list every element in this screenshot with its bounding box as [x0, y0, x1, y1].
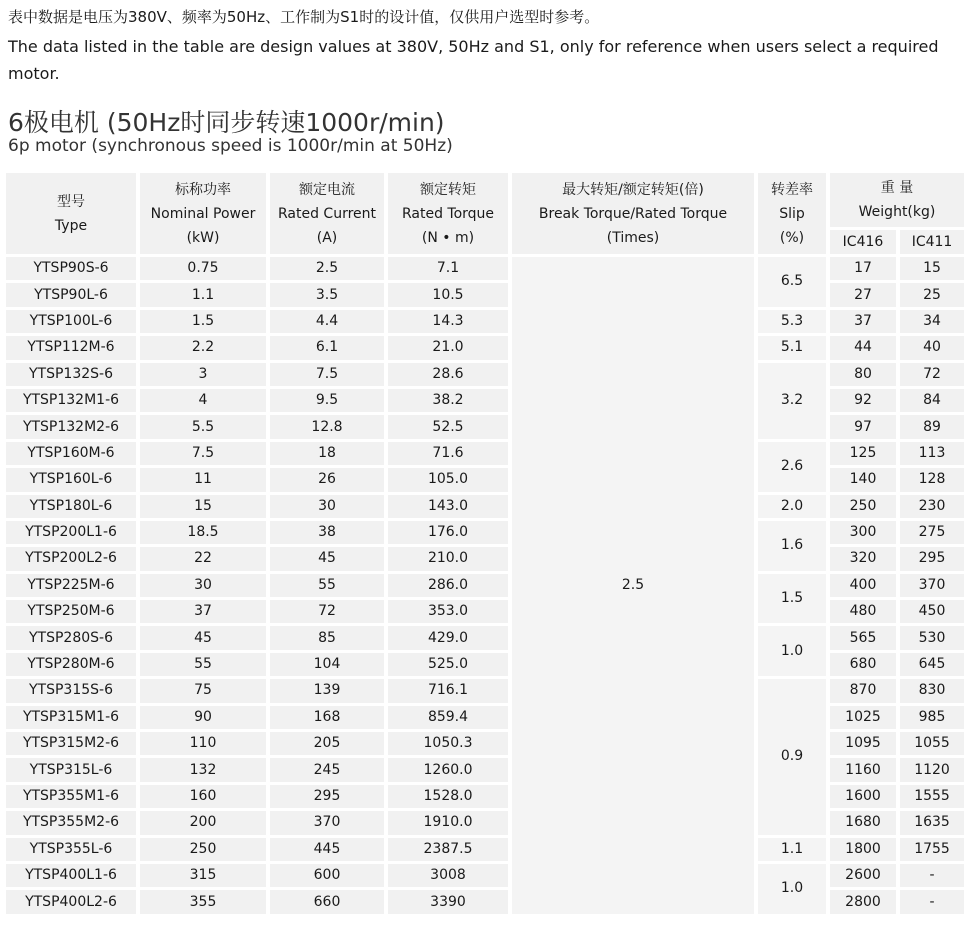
cell-weight-ic416: 1600	[830, 785, 900, 811]
cell-type: YTSP250M-6	[6, 600, 140, 626]
cell-current: 139	[270, 679, 388, 705]
cell-power: 0.75	[140, 257, 270, 283]
cell-slip: 2.0	[758, 495, 830, 521]
cell-current: 6.1	[270, 336, 388, 362]
cell-torque: 1260.0	[388, 758, 512, 784]
cell-torque: 52.5	[388, 415, 512, 441]
cell-type: YTSP90S-6	[6, 257, 140, 283]
cell-type: YTSP225M-6	[6, 574, 140, 600]
cell-power: 1.1	[140, 283, 270, 309]
cell-slip: 5.1	[758, 336, 830, 362]
cell-torque: 105.0	[388, 468, 512, 494]
cell-torque: 1528.0	[388, 785, 512, 811]
cell-weight-ic411: 1635	[900, 811, 964, 837]
table-row	[6, 864, 964, 890]
cell-weight-ic416: 44	[830, 336, 900, 362]
cell-weight-ic411: 230	[900, 495, 964, 521]
cell-power: 2.2	[140, 336, 270, 362]
cell-type: YTSP112M-6	[6, 336, 140, 362]
col-header-power: 标称功率 Nominal Power (kW)	[140, 173, 270, 257]
cell-weight-ic416: 400	[830, 574, 900, 600]
cell-type: YTSP355M2-6	[6, 811, 140, 837]
cell-current: 205	[270, 732, 388, 758]
cell-torque: 1910.0	[388, 811, 512, 837]
cell-torque: 7.1	[388, 257, 512, 283]
cell-torque: 71.6	[388, 442, 512, 468]
cell-weight-ic416: 565	[830, 626, 900, 652]
cell-power: 37	[140, 600, 270, 626]
table-row	[6, 442, 964, 468]
cell-type: YTSP400L1-6	[6, 864, 140, 890]
cell-current: 72	[270, 600, 388, 626]
cell-type: YTSP132M2-6	[6, 415, 140, 441]
cell-power: 15	[140, 495, 270, 521]
cell-power: 55	[140, 653, 270, 679]
cell-weight-ic416: 97	[830, 415, 900, 441]
col-header-break-torque: 最大转矩/额定转矩(倍) Break Torque/Rated Torque (Times)	[512, 173, 758, 257]
col-header-slip: 转差率 Slip (%)	[758, 173, 830, 257]
cell-weight-ic411: 72	[900, 363, 964, 389]
motor-spec-table	[6, 173, 964, 917]
table-row	[6, 626, 964, 652]
cell-slip: 0.9	[758, 679, 830, 837]
cell-weight-ic416: 27	[830, 283, 900, 309]
cell-slip: 5.3	[758, 310, 830, 336]
cell-power: 7.5	[140, 442, 270, 468]
cell-current: 38	[270, 521, 388, 547]
cell-weight-ic411: 275	[900, 521, 964, 547]
cell-torque: 525.0	[388, 653, 512, 679]
cell-torque: 28.6	[388, 363, 512, 389]
cell-weight-ic416: 1680	[830, 811, 900, 837]
cell-torque: 10.5	[388, 283, 512, 309]
cell-type: YTSP200L2-6	[6, 547, 140, 573]
cell-weight-ic416: 250	[830, 495, 900, 521]
cell-type: YTSP315S-6	[6, 679, 140, 705]
cell-torque: 21.0	[388, 336, 512, 362]
cell-torque: 3008	[388, 864, 512, 890]
cell-weight-ic411: 1755	[900, 838, 964, 864]
cell-torque: 210.0	[388, 547, 512, 573]
cell-torque: 3390	[388, 890, 512, 916]
cell-power: 30	[140, 574, 270, 600]
cell-weight-ic416: 37	[830, 310, 900, 336]
cell-power: 45	[140, 626, 270, 652]
cell-power: 75	[140, 679, 270, 705]
cell-type: YTSP90L-6	[6, 283, 140, 309]
cell-type: YTSP355M1-6	[6, 785, 140, 811]
cell-weight-ic411: 295	[900, 547, 964, 573]
cell-current: 85	[270, 626, 388, 652]
cell-weight-ic416: 1095	[830, 732, 900, 758]
cell-type: YTSP200L1-6	[6, 521, 140, 547]
cell-current: 660	[270, 890, 388, 916]
cell-power: 22	[140, 547, 270, 573]
cell-type: YTSP315M2-6	[6, 732, 140, 758]
cell-torque: 2387.5	[388, 838, 512, 864]
col-header-torque: 额定转矩 Rated Torque (N • m)	[388, 173, 512, 257]
cell-type: YTSP315M1-6	[6, 706, 140, 732]
cell-weight-ic416: 80	[830, 363, 900, 389]
cell-weight-ic416: 2600	[830, 864, 900, 890]
cell-weight-ic411: 530	[900, 626, 964, 652]
cell-weight-ic416: 320	[830, 547, 900, 573]
cell-torque: 429.0	[388, 626, 512, 652]
cell-type: YTSP160L-6	[6, 468, 140, 494]
cell-weight-ic416: 2800	[830, 890, 900, 916]
cell-weight-ic416: 1800	[830, 838, 900, 864]
cell-torque: 14.3	[388, 310, 512, 336]
table-row	[6, 336, 964, 362]
cell-current: 7.5	[270, 363, 388, 389]
table-row	[6, 495, 964, 521]
cell-current: 104	[270, 653, 388, 679]
cell-weight-ic416: 17	[830, 257, 900, 283]
cell-torque: 38.2	[388, 389, 512, 415]
col-header-ic416: IC416	[830, 230, 900, 257]
cell-torque: 176.0	[388, 521, 512, 547]
cell-weight-ic411: 450	[900, 600, 964, 626]
cell-current: 12.8	[270, 415, 388, 441]
cell-weight-ic411: -	[900, 890, 964, 916]
table-row	[6, 574, 964, 600]
table-row	[6, 521, 964, 547]
cell-weight-ic411: 40	[900, 336, 964, 362]
cell-weight-ic416: 140	[830, 468, 900, 494]
cell-torque: 859.4	[388, 706, 512, 732]
cell-weight-ic416: 1025	[830, 706, 900, 732]
cell-type: YTSP132M1-6	[6, 389, 140, 415]
cell-power: 250	[140, 838, 270, 864]
cell-current: 168	[270, 706, 388, 732]
cell-weight-ic416: 92	[830, 389, 900, 415]
cell-weight-ic411: 84	[900, 389, 964, 415]
cell-type: YTSP100L-6	[6, 310, 140, 336]
page-title: 6极电机 (50Hz时同步转速1000r/min)	[8, 108, 445, 137]
cell-power: 11	[140, 468, 270, 494]
cell-type: YTSP180L-6	[6, 495, 140, 521]
col-header-type: 型号 Type	[6, 173, 140, 257]
cell-weight-ic416: 480	[830, 600, 900, 626]
cell-power: 4	[140, 389, 270, 415]
cell-current: 3.5	[270, 283, 388, 309]
cell-weight-ic416: 870	[830, 679, 900, 705]
cell-current: 445	[270, 838, 388, 864]
cell-slip: 1.1	[758, 838, 830, 864]
cell-type: YTSP280S-6	[6, 626, 140, 652]
cell-power: 5.5	[140, 415, 270, 441]
cell-power: 3	[140, 363, 270, 389]
cell-weight-ic411: 830	[900, 679, 964, 705]
cell-type: YTSP132S-6	[6, 363, 140, 389]
page-subtitle: 6p motor (synchronous speed is 1000r/min at 50Hz)	[8, 136, 453, 156]
cell-current: 600	[270, 864, 388, 890]
cell-weight-ic411: 985	[900, 706, 964, 732]
cell-torque: 143.0	[388, 495, 512, 521]
cell-type: YTSP280M-6	[6, 653, 140, 679]
cell-type: YTSP400L2-6	[6, 890, 140, 916]
cell-slip: 3.2	[758, 363, 830, 442]
note-english: The data listed in the table are design values at 380V, 50Hz and S1, only for reference when users select a required motor.	[8, 37, 939, 83]
cell-weight-ic411: 1120	[900, 758, 964, 784]
cell-power: 1.5	[140, 310, 270, 336]
cell-power: 315	[140, 864, 270, 890]
cell-slip: 1.6	[758, 521, 830, 574]
cell-weight-ic411: 113	[900, 442, 964, 468]
cell-power: 132	[140, 758, 270, 784]
cell-power: 110	[140, 732, 270, 758]
cell-break-torque: 2.5	[512, 257, 758, 917]
cell-weight-ic411: 15	[900, 257, 964, 283]
cell-weight-ic411: 645	[900, 653, 964, 679]
cell-weight-ic411: 25	[900, 283, 964, 309]
cell-slip: 2.6	[758, 442, 830, 495]
cell-weight-ic411: 34	[900, 310, 964, 336]
cell-type: YTSP355L-6	[6, 838, 140, 864]
cell-power: 200	[140, 811, 270, 837]
cell-current: 295	[270, 785, 388, 811]
cell-torque: 353.0	[388, 600, 512, 626]
cell-current: 45	[270, 547, 388, 573]
cell-weight-ic411: 370	[900, 574, 964, 600]
cell-current: 370	[270, 811, 388, 837]
cell-slip: 6.5	[758, 257, 830, 310]
cell-weight-ic416: 300	[830, 521, 900, 547]
cell-weight-ic416: 1160	[830, 758, 900, 784]
cell-power: 90	[140, 706, 270, 732]
cell-weight-ic411: -	[900, 864, 964, 890]
cell-current: 26	[270, 468, 388, 494]
table-row	[6, 838, 964, 864]
cell-torque: 286.0	[388, 574, 512, 600]
table-row	[6, 257, 964, 283]
cell-type: YTSP160M-6	[6, 442, 140, 468]
cell-current: 55	[270, 574, 388, 600]
table-row	[6, 679, 964, 705]
cell-type: YTSP315L-6	[6, 758, 140, 784]
table-row	[6, 310, 964, 336]
cell-weight-ic411: 1055	[900, 732, 964, 758]
cell-slip: 1.0	[758, 626, 830, 679]
cell-weight-ic411: 89	[900, 415, 964, 441]
note-chinese: 表中数据是电压为380V、频率为50Hz、工作制为S1时的设计值，仅供用户选型时参考。	[8, 8, 600, 26]
cell-weight-ic411: 128	[900, 468, 964, 494]
cell-current: 245	[270, 758, 388, 784]
col-header-current: 额定电流 Rated Current (A)	[270, 173, 388, 257]
cell-current: 2.5	[270, 257, 388, 283]
table-row	[6, 363, 964, 389]
cell-slip: 1.0	[758, 864, 830, 917]
col-header-weight: 重 量 Weight(kg)	[830, 173, 964, 230]
cell-current: 9.5	[270, 389, 388, 415]
cell-power: 18.5	[140, 521, 270, 547]
cell-current: 4.4	[270, 310, 388, 336]
cell-weight-ic416: 680	[830, 653, 900, 679]
cell-slip: 1.5	[758, 574, 830, 627]
cell-power: 160	[140, 785, 270, 811]
cell-power: 355	[140, 890, 270, 916]
cell-current: 30	[270, 495, 388, 521]
cell-weight-ic411: 1555	[900, 785, 964, 811]
cell-current: 18	[270, 442, 388, 468]
cell-weight-ic416: 125	[830, 442, 900, 468]
cell-torque: 1050.3	[388, 732, 512, 758]
col-header-ic411: IC411	[900, 230, 964, 257]
cell-torque: 716.1	[388, 679, 512, 705]
